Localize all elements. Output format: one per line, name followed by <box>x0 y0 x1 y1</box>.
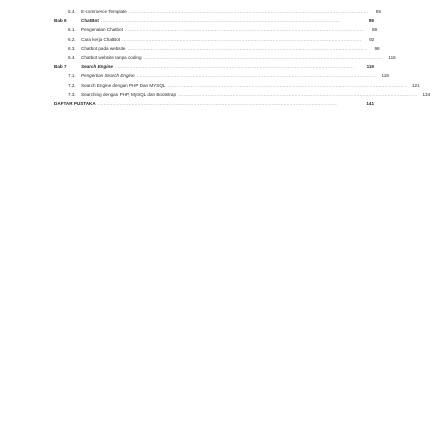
toc-chapter-title: ChatBot <box>81 18 99 24</box>
toc-entry-title: Cara kerja ChatBot <box>81 36 121 42</box>
toc-page-number: 92 <box>369 36 375 42</box>
toc-leader-dots: .................................................................................................................................................................. <box>143 54 383 60</box>
toc-section-number: 7.3. <box>68 91 76 97</box>
toc-chapter-title: Search Engine <box>81 64 113 70</box>
toc-section-number: 6.1. <box>68 27 76 33</box>
toc-entry-title: Search Engine dengan PHP Dan MYSQL <box>81 82 166 88</box>
toc-leader-dots: .................................................................................................................................................................. <box>128 9 369 14</box>
toc-page-number: 89 <box>371 27 378 33</box>
toc-page-number: 121 <box>411 82 420 88</box>
toc-page-number: 89 <box>368 18 374 24</box>
toc-page-number: 141 <box>366 100 374 106</box>
toc-page-number: 116 <box>388 54 396 60</box>
toc-row <box>54 102 374 111</box>
toc-entry-title: Pengenalan Chatbot <box>81 27 123 33</box>
toc-section-number: 5.4. <box>68 9 76 14</box>
toc-leader-dots: .................................................................................................................................................................. <box>97 100 337 106</box>
toc-page-number: 85 <box>375 9 382 14</box>
toc-page-number: 119 <box>366 64 374 70</box>
toc-leader-dots: .................................................................................................................................................................. <box>136 73 376 79</box>
toc-section-number: 7.1. <box>68 73 76 79</box>
toc-section-number: 7.2. <box>68 82 76 88</box>
toc-section-number: 6.2. <box>68 36 76 42</box>
toc-leader-dots: .................................................................................................................................................................. <box>124 27 365 33</box>
toc-section-number: 6.4. <box>68 54 76 60</box>
toc-leader-dots: .................................................................................................................................................................. <box>114 64 355 70</box>
toc-leader-dots: .................................................................................................................................................................. <box>127 45 367 51</box>
toc-entry-title: Chatbot website tanpa coding <box>81 54 142 60</box>
table-of-contents <box>54 9 431 111</box>
toc-entry-title: E-commerce Template <box>81 9 127 14</box>
toc-section-number: 6.3. <box>68 45 76 51</box>
toc-entry-title: Searching dengan PHP, MySQL dan Bootstrap <box>81 91 176 97</box>
toc-chapter-label: Bab 6 <box>54 18 67 24</box>
toc-chapter-label: Bab 7 <box>54 64 67 70</box>
toc-entry-title: Chatbot pada website <box>81 45 126 51</box>
toc-page-number: 134 <box>422 91 431 97</box>
toc-leader-dots: .................................................................................................................................................................. <box>100 18 341 24</box>
toc-entry-title: Pengertian Search Engine <box>81 73 135 79</box>
toc-page-number: 98 <box>374 45 380 51</box>
toc-heading-title: DAFTAR PUSTAKA <box>54 100 96 106</box>
toc-page-number: 119 <box>381 73 389 79</box>
toc-leader-dots: .................................................................................................................................................................. <box>122 36 362 42</box>
toc-leader-dots: .................................................................................................................................................................. <box>167 82 407 88</box>
toc-leader-dots: .................................................................................................................................................................. <box>178 91 418 97</box>
